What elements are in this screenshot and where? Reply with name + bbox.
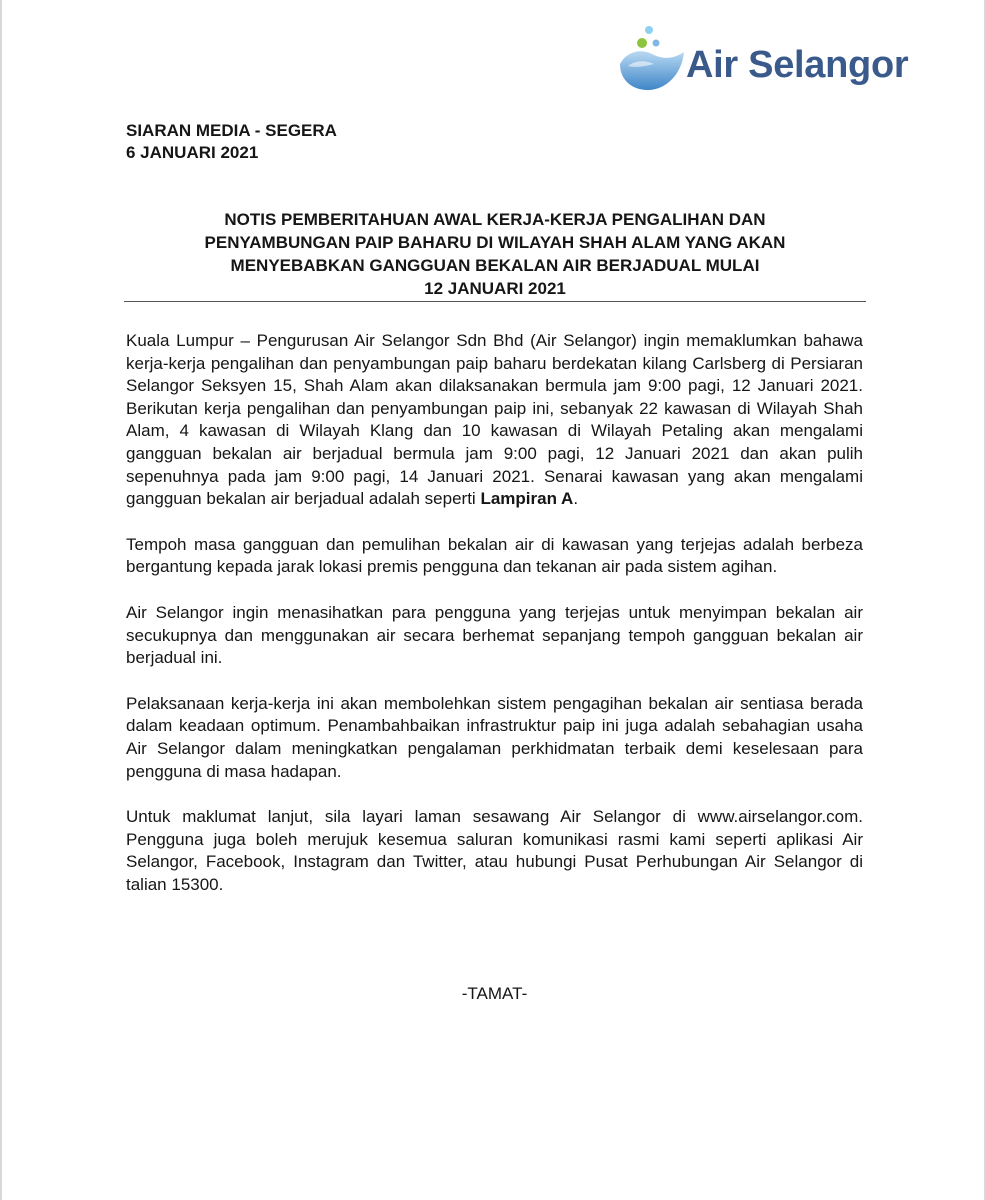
release-date: 6 JANUARI 2021 — [126, 143, 259, 162]
paragraph-2: Tempoh masa gangguan dan pemulihan bekalan air di kawasan yang terjejas adalah berbeza bergantung kepada jarak lokasi premis pengguna dan tekanan air pada sistem agihan. — [126, 534, 863, 577]
body-text — [126, 330, 863, 919]
paragraph-4: Pelaksanaan kerja-kerja ini akan membolehkan sistem pengagihan bekalan air sentiasa berada dalam keadaan optimum. Penambahbaikan infrastruktur paip ini juga adalah sebahagian usaha Air Selangor dalam meningkatkan pengalaman perkhidmatan terbaik demi keselesaan para pengguna di masa hadapan. — [126, 693, 863, 781]
title-line: PENYAMBUNGAN PAIP BAHARU DI WILAYAH SHAH ALAM YANG AKAN — [204, 233, 786, 252]
lampiran-reference: Lampiran A — [480, 489, 574, 509]
notice-title — [126, 208, 864, 300]
title-line: 12 JANUARI 2021 — [424, 279, 566, 298]
title-divider — [124, 301, 866, 302]
end-mark: -TAMAT- — [461, 984, 528, 1003]
release-label: SIARAN MEDIA - SEGERA — [126, 121, 337, 140]
title-line: MENYEBABKAN GANGGUAN BEKALAN AIR BERJADUAL MULAI — [230, 256, 760, 275]
paragraph-5: Untuk maklumat lanjut, sila layari laman sesawang Air Selangor di www.airselangor.com. Pengguna juga boleh merujuk kesemua saluran komunikasi rasmi kami seperti aplikasi Air Selangor, Facebook, Instagram dan Twitter, atau hubungi Pusat Perhubungan Air Selangor di talian 15300. — [126, 807, 863, 894]
paragraph-1: Kuala Lumpur – Pengurusan Air Selangor Sdn Bhd (Air Selangor) ingin memaklumkan bahawa kerja-kerja pengalihan dan penyambungan paip baharu berdekatan kilang Carlsberg di Persiaran Selangor Seksyen 15, Shah Alam akan dilaksanakan bermula jam 9:00 pagi, 12 Januari 2021. Berikutan kerja pengalihan dan penyambungan paip ini, sebanyak 22 kawasan di Wilayah Shah Alam, 4 kawasan di Wilayah Klang dan 10 kawasan di Wilayah Petaling akan mengalami gangguan bekalan air berjadual bermula jam 9:00 pagi, 12 Januari 2021 dan akan pulih sepenuhnya pada jam 9:00 pagi, 14 Januari 2021. Senarai kawasan yang akan mengalami gangguan bekalan air berjadual adalah seperti Lampiran A. — [126, 331, 863, 509]
title-line: NOTIS PEMBERITAHUAN AWAL KERJA-KERJA PENGALIHAN DAN — [224, 210, 766, 229]
logo-wordmark: Air Selangor — [686, 44, 909, 86]
air-selangor-logo — [618, 22, 936, 98]
release-header — [126, 120, 337, 164]
paragraph-3: Air Selangor ingin menasihatkan para pengguna yang terjejas untuk menyimpan bekalan air secukupnya dan menggunakan air secara berhemat sepanjang tempoh gangguan bekalan air berjadual ini. — [126, 602, 863, 668]
